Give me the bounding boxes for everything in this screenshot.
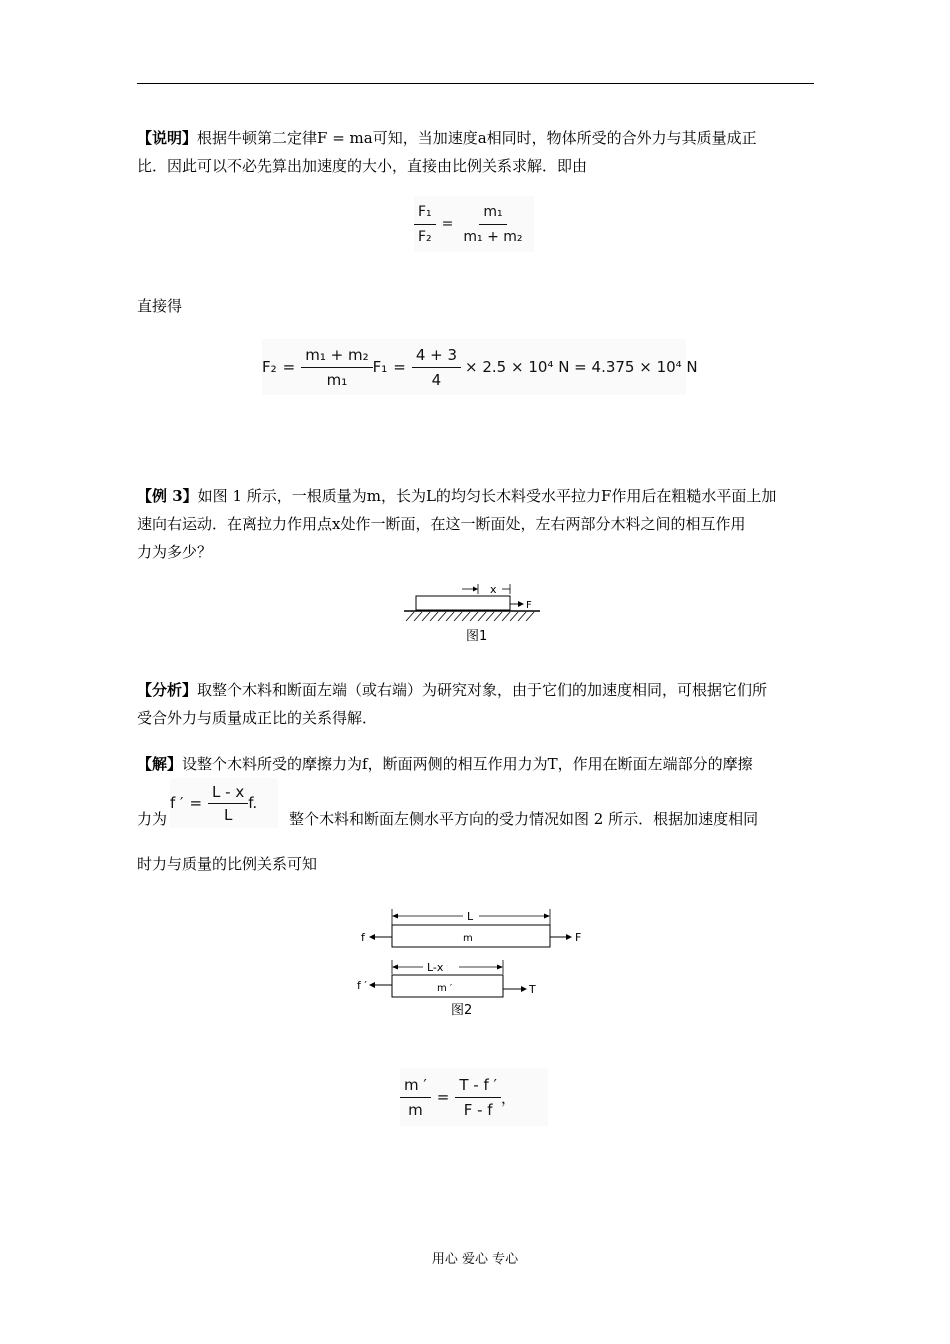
fig1-F-label: F (526, 600, 532, 611)
example-line2: 速向右运动．在离拉力作用点x处作一断面，在这一断面处，左右两部分木料之间的相互作用 (137, 515, 746, 533)
eq2-f1: F₁ (372, 358, 388, 376)
eq4-den2: F - f (463, 1100, 493, 1119)
note-line1: 根据牛顿第二定律F = ma可知，当加速度a相同时，物体所受的合外力与其质量成正 (197, 129, 757, 147)
eq2-result: × 2.5 × 10⁴ N = 4.375 × 10⁴ N (465, 358, 698, 376)
fig1-caption: 图1 (466, 629, 488, 644)
eq3-equals: = (189, 794, 203, 812)
equation-f2-result (262, 339, 698, 395)
eq1-f1: F₁ (414, 200, 436, 225)
eq2-mass-fraction (301, 343, 372, 392)
direct-text: 直接得 (137, 297, 183, 315)
eq1-m-sum: m₁ + m₂ (463, 228, 523, 245)
fig2-m2-label: m ′ (437, 983, 453, 994)
eq3-fraction (208, 781, 248, 826)
fig1-bar (416, 596, 510, 610)
eq4-force-fraction (455, 1073, 501, 1122)
eq3-lhs: f ′ (170, 794, 184, 812)
figure-2 (355, 903, 595, 1023)
eq2-den1: m₁ (326, 370, 348, 389)
fig2-caption: 图2 (451, 1003, 473, 1018)
eq2-den2: 4 (431, 370, 442, 389)
eq3-num: L - x (208, 781, 248, 804)
fig2-f2-label: f ′ (357, 979, 367, 992)
solution-tag: 【解】 (137, 755, 183, 773)
fig2-T-label: T (529, 983, 536, 996)
fig2-Lx-label: L-x (427, 961, 444, 974)
eq4-num2: T - f ′ (455, 1073, 501, 1098)
solution-line1-text: 设整个木料所受的摩擦力为f，断面两侧的相互作用力为T，作用在断面左端部分的摩擦 (182, 755, 753, 773)
eq1-force-fraction (414, 200, 436, 249)
eq1-f2: F₂ (418, 228, 432, 245)
note-line2: 比．因此可以不必先算出加速度的大小，直接由比例关系求解．即由 (137, 157, 588, 175)
analysis-line2: 受合外力与质量成正比的关系得解． (137, 709, 378, 727)
note-paragraph (137, 124, 817, 180)
eq3-tail: f. (248, 794, 258, 812)
solution-line1 (137, 750, 817, 778)
eq4-tail: ， (500, 1088, 516, 1107)
solution-lead: 力为 (137, 810, 168, 828)
eq1-m1: m₁ (479, 200, 506, 225)
example-line3: 力为多少？ (137, 543, 213, 561)
page-footer: 用心 爱心 专心 (431, 1252, 519, 1267)
eq4-num1: m ′ (400, 1073, 431, 1098)
fig2-F-label: F (575, 931, 582, 944)
header-rule (137, 83, 814, 84)
solution-mid: 整个木料和断面左侧水平方向的受力情况如图 2 所示．根据加速度相同 (289, 810, 759, 828)
figure-1 (400, 578, 550, 648)
analysis-tag: 【分析】 (137, 681, 198, 699)
equation-mass-force-ratio (400, 1068, 548, 1126)
eq2-num1: m₁ + m₂ (301, 343, 372, 368)
solution-line3: 时力与质量的比例关系可知 (137, 855, 318, 873)
eq2-equals-1: = (282, 358, 296, 376)
fig2-m-label: m (463, 933, 473, 944)
example-line1: 如图 1 所示，一根质量为m，长为L的均匀长木料受水平拉力F作用后在粗糙水平面上加 (197, 487, 777, 505)
example-paragraph (137, 482, 817, 566)
eq3-den: L (223, 805, 233, 824)
analysis-paragraph (137, 676, 817, 732)
note-tag: 【说明】 (137, 129, 198, 147)
equation-ratio (414, 196, 534, 252)
fig2-L-label: L (467, 910, 474, 923)
eq2-number-fraction (412, 343, 461, 392)
fig1-hatching (406, 612, 534, 621)
fig1-x-label: x (490, 583, 497, 596)
eq2-equals-2: = (393, 358, 406, 376)
eq2-num2: 4 + 3 (412, 343, 461, 368)
eq4-den1: m (408, 1100, 423, 1119)
eq2-lhs: F₂ (262, 358, 277, 376)
analysis-line1: 取整个木料和断面左端（或右端）为研究对象，由于它们的加速度相同，可根据它们所 (197, 681, 768, 699)
eq1-equals: = (441, 216, 454, 232)
equation-f-prime (170, 778, 278, 828)
fig2-f-label: f (361, 931, 365, 944)
eq1-mass-fraction (459, 200, 526, 249)
eq4-equals: = (436, 1088, 450, 1106)
example-tag: 【例 3】 (137, 487, 198, 505)
eq4-mass-fraction (400, 1073, 431, 1122)
